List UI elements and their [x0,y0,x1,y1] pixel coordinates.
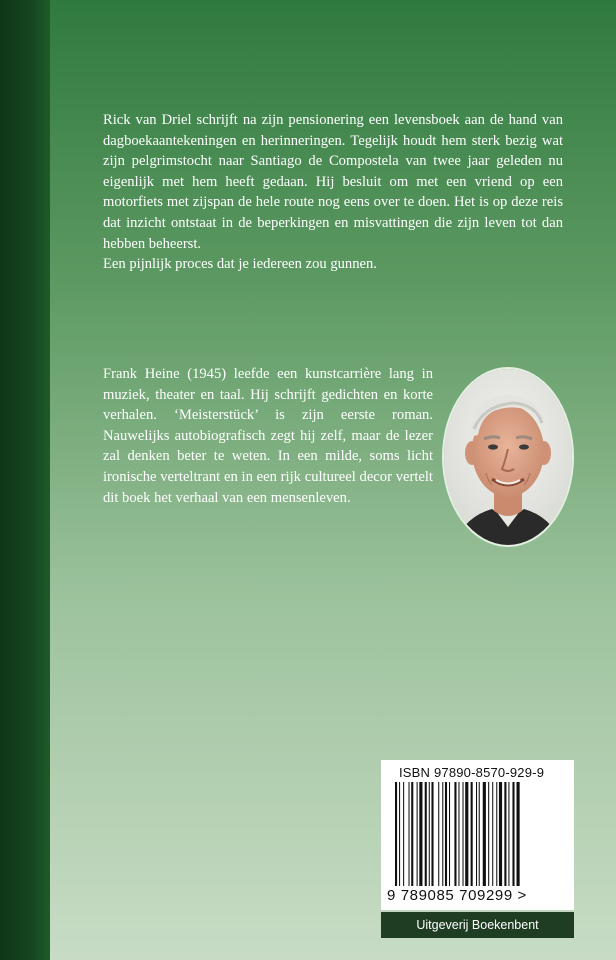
synopsis-text [103,110,563,275]
isbn-barcode-panel [381,760,574,910]
isbn-label: ISBN 97890-8570-929-9 [399,765,545,780]
barcode-bars [395,782,557,886]
author-bio: Frank Heine (1945) leefde een kunstcarrière lang in muziek, theater en taal. Hij schrijft gedichten en korte verhalen. ‘Meisterstück’ is zijn eerste roman. Nauwelijks autobiografisch zegt hij zelf, maar de lezer zal denken beter te weten. In een milde, soms licht ironische verteltrant en in een rijk cultureel decor vertelt dit boek het verhaal van een mensenleven. [103,366,433,506]
author-photo [442,367,574,547]
synopsis-paragraph-2: Een pijnlijk proces dat je iedereen zou gunnen. [103,256,377,273]
spine-strip [0,0,50,960]
publisher-label: Uitgeverij Boekenbent [381,912,574,938]
synopsis-paragraph-1: Rick van Driel schrijft na zijn pensionering een levensboek aan de hand van dagboekaantekeningen en herinneringen. Tegelijk houdt hem sterk bezig wat zijn pelgrimstocht naar Santiago de Compostela van twee jaar geleden nu eigenlijk met hem heeft gedaan. Hij besluit om met een vriend op een motorfiets met zijspan de hele route nog eens over te doen. Het is op deze reis dat inzicht ontstaat in de beperkingen en misvattingen die zijn leven tot dan hebben beheerst. [103,112,563,252]
author-portrait-illustration [444,369,572,545]
barcode-digits: 9 789085 709299 > [387,887,527,904]
